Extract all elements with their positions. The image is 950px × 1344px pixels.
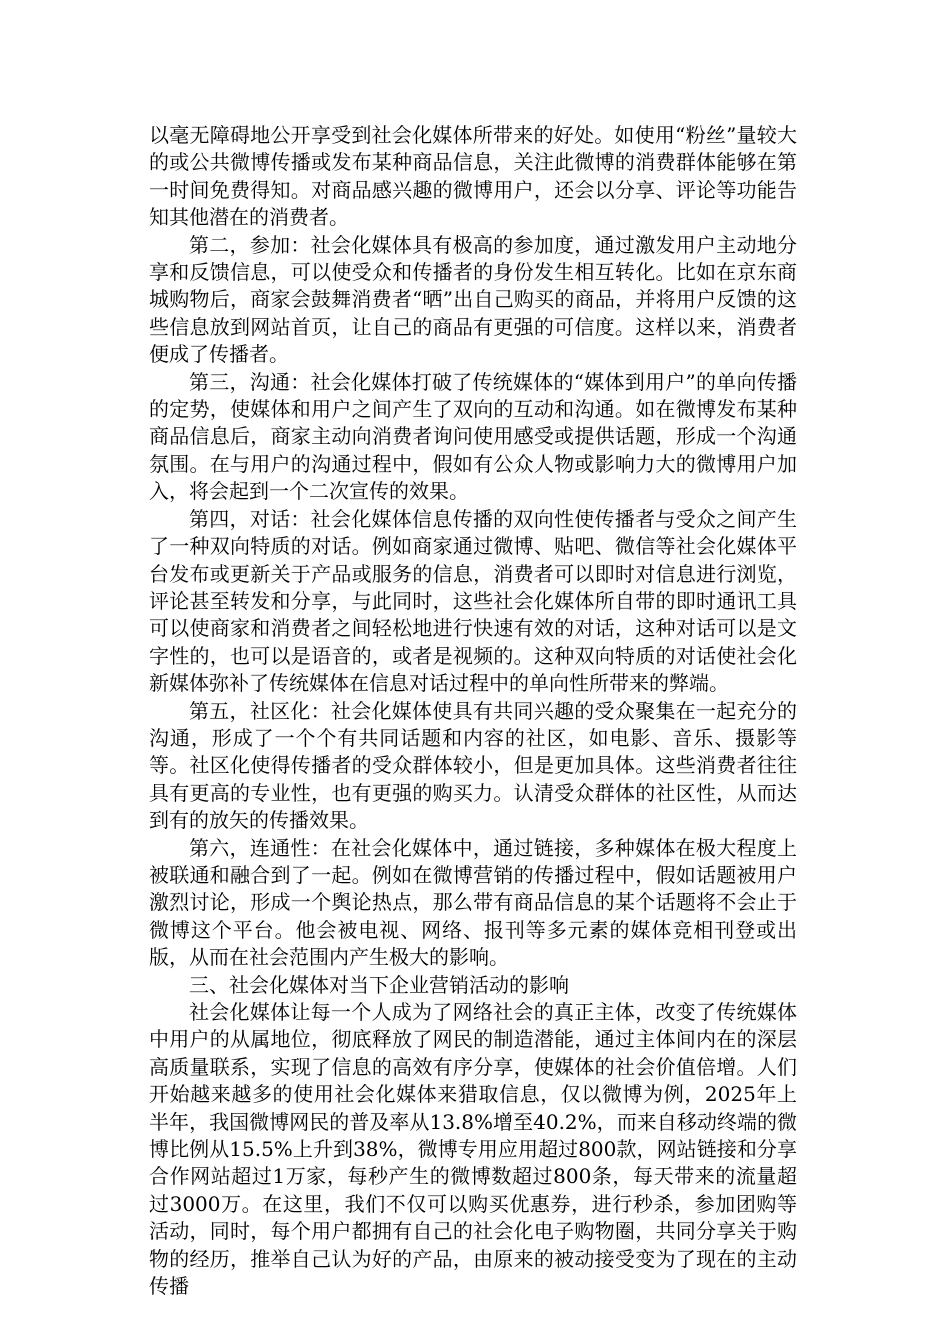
document-page <box>149 122 797 1300</box>
paragraph-communication: 第三，沟通：社会化媒体打破了传统媒体的“媒体到用户”的单向传播的定势，使媒体和用户之间产生了双向的互动和沟通。如在微博发布某种商品信息后，商家主动向消费者询问使用感受或提供话题，形成一个沟通氛围。在与用户的沟通过程中，假如有公众人物或影响力大的微博用户加入，将会起到一个二次宣传的效果。 <box>149 369 797 504</box>
paragraph-community: 第五，社区化：社会化媒体使具有共同兴趣的受众聚集在一起充分的沟通，形成了一个个有共同话题和内容的社区，如电影、音乐、摄影等等。社区化使得传播者的受众群体较小，但是更加具体。这些消费者往往具有更高的专业性，也有更强的购买力。认清受众群体的社区性，从而达到有的放矢的传播效果。 <box>149 698 797 833</box>
paragraph-connectivity: 第六，连通性：在社会化媒体中，通过链接，多种媒体在极大程度上被联通和融合到了一起。例如在微博营销的传播过程中，假如话题被用户激烈讨论，形成一个舆论热点，那么带有商品信息的某个话题将不会止于微博这个平台。他会被电视、网络、报刊等多元素的媒体竞相刊登或出版，从而在社会范围内产生极大的影响。 <box>149 835 797 970</box>
paragraph-dialogue: 第四，对话：社会化媒体信息传播的双向性使传播者与受众之间产生了一种双向特质的对话。例如商家通过微博、贴吧、微信等社会化媒体平台发布或更新关于产品或服务的信息，消费者可以即时对信息进行浏览，评论甚至转发和分享，与此同时，这些社会化媒体所自带的即时通讯工具可以使商家和消费者之间轻松地进行快速有效的对话，这种对话可以是文字性的，也可以是语音的，或者是视频的。这种双向特质的对话使社会化新媒体弥补了传统媒体在信息对话过程中的单向性所带来的弊端。 <box>149 506 797 696</box>
paragraph-participation: 第二，参加：社会化媒体具有极高的参加度，通过激发用户主动地分享和反馈信息，可以使受众和传播者的身份发生相互转化。比如在京东商城购物后，商家会鼓舞消费者“晒”出自己购买的商品，并将用户反馈的这些信息放到网站首页，让自己的商品有更强的可信度。这样以来，消费者便成了传播者。 <box>149 232 797 367</box>
paragraph-continuation: 以毫无障碍地公开享受到社会化媒体所带来的好处。如使用“粉丝”量较大的或公共微博传播或发布某种商品信息，关注此微博的消费群体能够在第一时间免费得知。对商品感兴趣的微博用户，还会以分享、评论等功能告知其他潜在的消费者。 <box>149 123 797 230</box>
section-heading: 三、社会化媒体对当下企业营销活动的影响 <box>189 972 569 997</box>
paragraph-impact: 社会化媒体让每一个人成为了网络社会的真正主体，改变了传统媒体中用户的从属地位，彻底释放了网民的制造潜能，通过主体间内在的深层高质量联系，实现了信息的高效有序分享，使媒体的社会价值倍增。人们开始越来越多的使用社会化媒体来猎取信息，仅以微博为例，2025年上半年，我国微博网民的普及率从13.8%增至40.2%，而来自移动终端的微博比例从15.5%上升到38%，微博专用应用超过800款，网站链接和分享合作网站超过1万家，每秒产生的微博数超过800条，每天带来的流量超过3000万。在这里，我们不仅可以购买优惠券，进行秒杀，参加团购等活动，同时，每个用户都拥有自己的社会化电子购物圈，共同分享关于购物的经历，推举自己认为好的产品，由原来的被动接受变为了现在的主动传播 <box>149 1000 797 1299</box>
